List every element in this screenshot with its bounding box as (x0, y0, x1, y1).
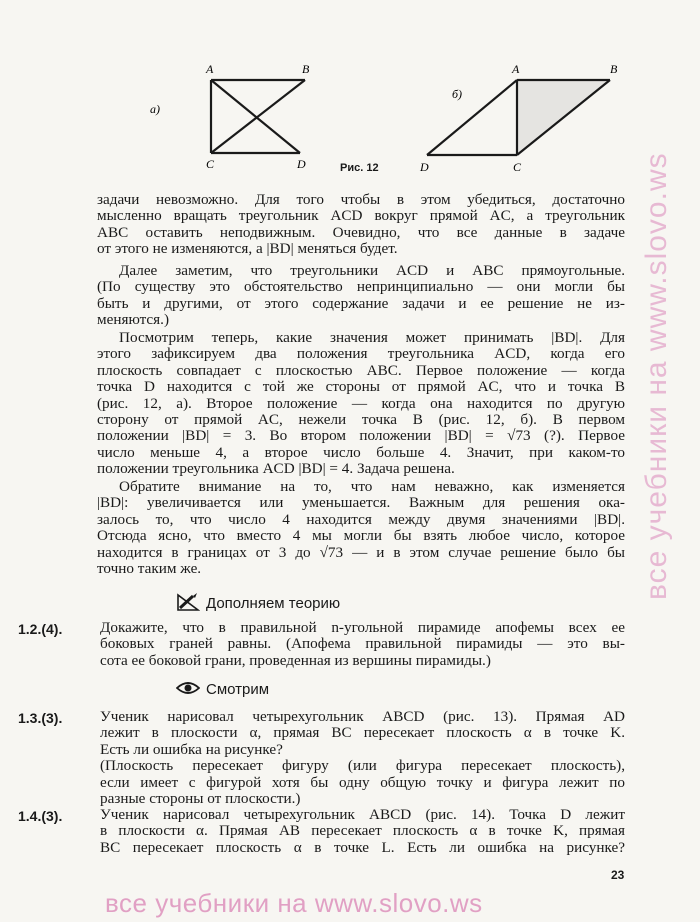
text-line: разные стороны от плоскости.) (100, 790, 301, 808)
paragraph-3 (97, 330, 625, 478)
page-number: 23 (611, 868, 625, 882)
text-line: положении |BD| = 3. Во втором положении |BD| = √73 (?). Первое (97, 427, 625, 445)
watermark-side: все учебники на www.slovo.ws (640, 152, 673, 600)
text-line: Ученик нарисовал четырехугольник ABCD (рис. 14). Точка D лежит (100, 806, 625, 823)
text-line: число меньше 4, а второе число больше 4. Значит, при каком-то (97, 443, 625, 461)
figure-12 (130, 58, 650, 183)
text-line: залось то, что число 4 находится между двумя значениями |BD|. (97, 510, 625, 528)
watermark-bottom[interactable]: все учебники на www.slovo.ws (105, 888, 483, 918)
text-line: Отсюда ясно, что вместо 4 мы могли бы взять любое число, которое (97, 527, 625, 545)
text-line: быть и другими, от этого содержание задачи и ее решение не из- (97, 294, 625, 312)
text-line: задачи невозможно. Для того чтобы в этом убедиться, достаточно (97, 191, 625, 208)
text-line: Обратите внимание на то, что нам неважно, как изменяется (119, 478, 625, 495)
text-line: плоскость совпадает с плоскостью ABC. Первое положение — когда (97, 361, 625, 379)
text-line: (По существу это обстоятельство непринципиально — они могли бы (97, 278, 625, 296)
text-line: (рис. 12, а). Второе положение — когда она находится по другую (97, 394, 625, 412)
text-line: (Плоскость пересекает фигуру (или фигура пересекает плоскость), (100, 757, 625, 775)
figure-12a-shape (211, 80, 305, 153)
task-number: 1.4.(3). (18, 808, 63, 824)
text-line: меняются.) (97, 311, 170, 329)
text-line: Докажите, что в правильной n-угольной пирамиде апофемы всех ее (100, 619, 625, 636)
text-line: ABC оставить неподвижным. Очевидно, что все данные в задаче (97, 223, 625, 241)
section-heading-theory (176, 592, 340, 616)
eye-icon (176, 681, 200, 699)
text-line: в плоскости α. Прямая AB пересекает плоскость α в точке K, прямая (100, 822, 625, 840)
vertex-b-label-a: B (302, 62, 310, 76)
text-line: точно таким же. (97, 560, 202, 578)
vertex-c-label-b: C (513, 160, 522, 174)
task-1-2-text (100, 620, 625, 669)
text-line: от этого не изменяются, а |BD| меняться будет. (97, 240, 398, 258)
text-line: сторону от прямой AC, нежели точка B (рис. 12, б). В первом (97, 411, 625, 429)
text-line: лежит в плоскости α, прямая BC пересекает плоскость α в точке K. (100, 724, 625, 742)
vertex-d-label-b: D (420, 160, 429, 174)
section-title: Дополняем теорию (206, 594, 341, 612)
text-line: боковых граней равны. (Апофема правильной пирамиды — это вы- (100, 635, 625, 653)
text-line: сота ее боковой грани, проведенная из вершины пирамиды.) (100, 651, 491, 669)
vertex-d-label-a: D (297, 157, 306, 171)
task-1-3-text (100, 709, 625, 807)
task-number: 1.2.(4). (18, 621, 63, 637)
vertex-c-label-a: C (206, 157, 215, 171)
text-line: точка D находится с той же стороны от прямой AC, что и точка B (97, 378, 625, 396)
text-line: BC пересекает плоскость α в точке L. Есть ли ошибка на рисунке? (100, 838, 625, 856)
figure-12a-label: а) (150, 102, 160, 116)
text-line: находится в границах от 3 до √73 — и в этом случае решение было бы (97, 543, 625, 561)
paragraph-4 (97, 479, 625, 577)
paragraph-2 (97, 263, 625, 329)
vertex-b-label-b: B (610, 62, 618, 76)
text-line: Ученик нарисовал четырехугольник ABCD (рис. 13). Прямая AD (100, 708, 625, 725)
figure-12b-label: б) (452, 87, 463, 101)
vertex-a-label-b: A (512, 62, 520, 76)
figure-caption: Рис. 12 (340, 162, 379, 174)
text-line: если имеет с фигурой хотя бы одну общую точку и фигура лежит по (100, 773, 625, 791)
task-1-4-text (100, 807, 625, 856)
text-line: |BD|: увеличивается или уменьшается. Важным для решения ока- (97, 494, 625, 512)
text-line: этого зафиксируем два положения треугольника ACD, когда его (97, 345, 625, 363)
section-heading-look (176, 681, 269, 699)
paragraph-1 (97, 192, 625, 258)
text-line: Есть ли ошибка на рисунке? (100, 740, 283, 758)
text-line: Далее заметим, что треугольники ACD и ABC прямоугольные. (119, 262, 625, 279)
vertex-a-label-a: A (206, 62, 214, 76)
figure-12-drawing (130, 58, 650, 183)
task-number: 1.3.(3). (18, 710, 63, 726)
section-title: Смотрим (206, 681, 270, 698)
text-line: мысленно вращать треугольник ACD вокруг прямой AC, а треугольник (97, 207, 625, 225)
text-line: положении треугольника ACD |BD| = 4. Задача решена. (97, 460, 455, 478)
pencil-ruler-icon (176, 592, 200, 616)
text-line: Посмотрим теперь, какие значения может принимать |BD|. Для (119, 329, 625, 346)
